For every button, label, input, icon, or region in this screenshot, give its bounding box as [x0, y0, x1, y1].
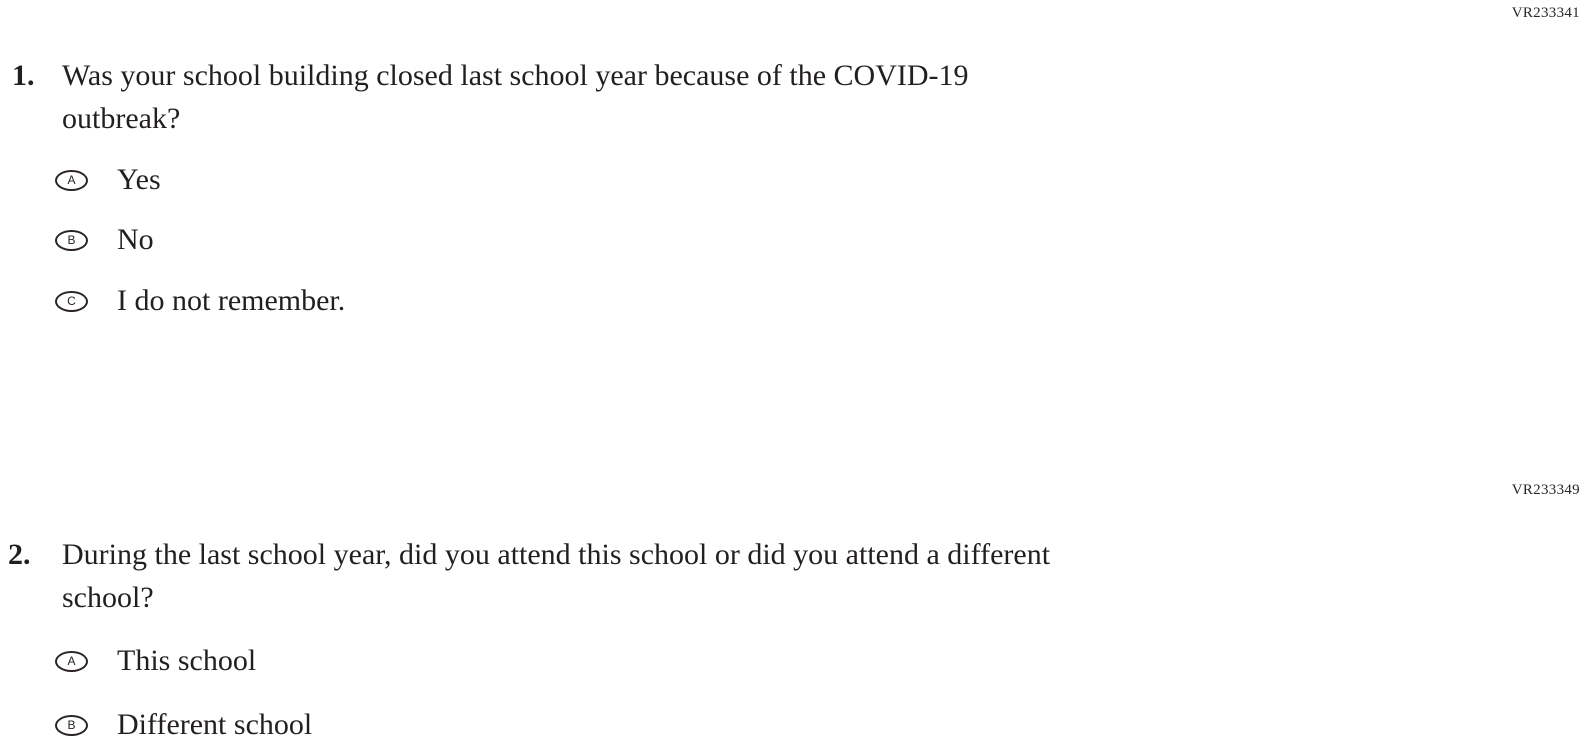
option-bubble-a-icon[interactable] — [55, 651, 88, 672]
option-letter: A — [67, 173, 76, 187]
option-label: I do not remember. — [117, 284, 346, 317]
option-label: No — [117, 223, 154, 256]
question-2 — [8, 533, 1050, 619]
item-code-1: VR233341 — [1511, 5, 1580, 21]
option-label: Yes — [117, 163, 161, 196]
option-label: Different school — [117, 708, 313, 741]
option-label: This school — [117, 644, 257, 677]
question-1-option-b[interactable] — [55, 223, 154, 257]
question-2-text-line-2: school? — [62, 581, 154, 614]
question-2-option-a[interactable] — [55, 644, 256, 678]
option-letter: B — [67, 718, 76, 732]
option-bubble-b-icon[interactable] — [55, 230, 88, 251]
question-2-number: 2. — [8, 538, 31, 571]
question-1-text-line-2: outbreak? — [62, 102, 181, 135]
option-letter: B — [67, 233, 76, 247]
question-1-number: 1. — [12, 59, 35, 92]
question-2-option-b[interactable] — [55, 708, 312, 742]
option-bubble-a-icon[interactable] — [55, 170, 88, 191]
question-2-text-line-1: During the last school year, did you attend this school or did you attend a different — [62, 538, 1051, 571]
question-1-option-a[interactable] — [55, 163, 161, 197]
question-1-option-c[interactable] — [55, 284, 345, 318]
question-1-text — [62, 54, 969, 140]
option-bubble-b-icon[interactable] — [55, 715, 88, 736]
question-1 — [12, 54, 969, 140]
option-bubble-c-icon[interactable] — [55, 291, 88, 312]
item-code-2: VR233349 — [1511, 482, 1580, 498]
question-2-text — [62, 533, 1050, 619]
question-1-text-line-1: Was your school building closed last school year because of the COVID-19 — [62, 59, 969, 92]
option-letter: C — [67, 294, 76, 308]
option-letter: A — [67, 654, 76, 668]
